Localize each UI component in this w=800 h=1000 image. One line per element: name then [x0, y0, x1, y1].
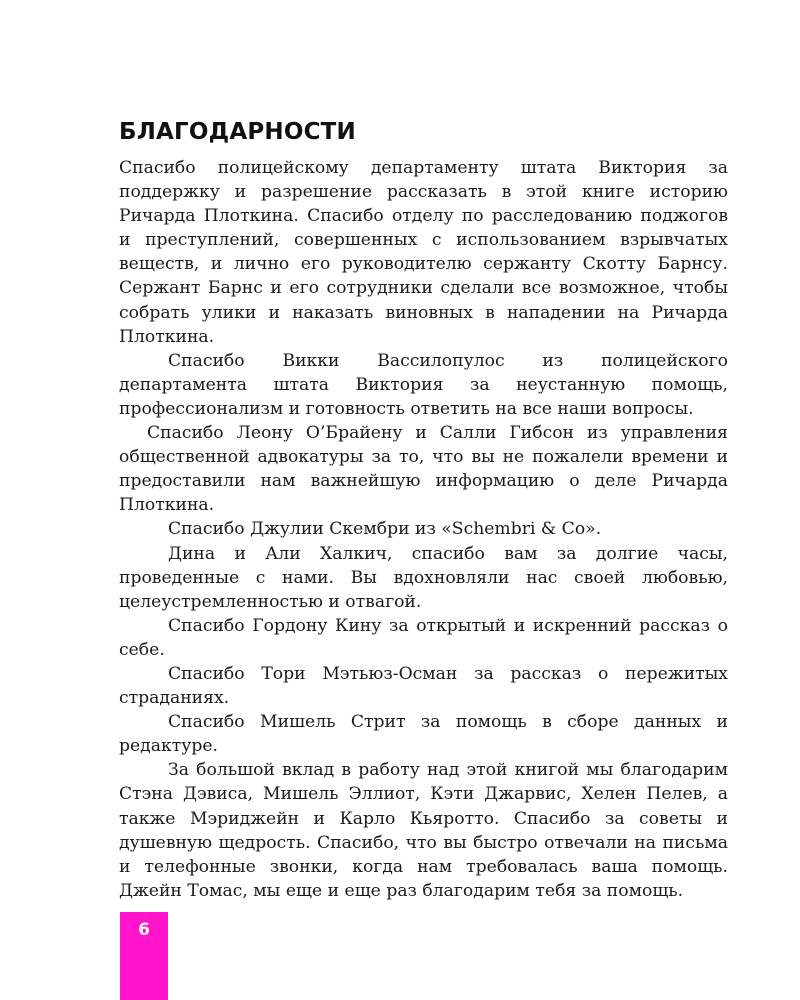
- paragraph: Спасибо Викки Вассилопулос из полицейского департамента штата Виктория за неустанную помощь, профессионализм и готовность ответить на все наши вопросы.: [119, 350, 728, 419]
- paragraph: Спасибо Тори Мэтьюз-Осман за рассказ о пережитых страданиях.: [119, 663, 728, 709]
- paragraph: Спасибо Леону О’Брайену и Салли Гибсон из управления общественной адвокатуры за то, что вы не пожалели времени и предоставили нам важнейшую информацию о деле Ричарда Плоткина.: [119, 423, 728, 516]
- page-number-tab: [120, 912, 168, 1000]
- paragraph: Спасибо полицейскому департаменту штата Виктория за поддержку и разрешение рассказать в этой книге историю Ричарда Плоткина. Спасибо отделу по расследованию поджогов и преступлений, совершенных с использованием взрывчатых веществ, и лично его руководителю сержанту Скотту Барнсу. Сержант Барнс и его сотрудники сделали все возможное, чтобы собрать улики и наказать виновных в нападении на Ричарда Плоткина.: [119, 158, 728, 347]
- acknowledgements-text: [119, 156, 728, 903]
- paragraph: Дина и Али Халкич, спасибо вам за долгие часы, проведенные с нами. Вы вдохновляли нас своей любовью, целеустремленностью и отвагой.: [119, 543, 728, 612]
- paragraph: Спасибо Джулии Скембри из «Schembri & Co».: [168, 519, 602, 540]
- page-title: БЛАГОДАРНОСТИ: [119, 119, 357, 145]
- paragraph: Спасибо Гордону Кину за открытый и искренний рассказ о себе.: [119, 615, 728, 660]
- paragraph: За большой вклад в работу над этой книгой мы благодарим Стэна Дэвиса, Мишель Эллиот, Кэти Джарвис, Хелен Пелев, а также Мэриджейн и Карло Кьяротто. Спасибо за советы и душевную щедрость. Спасибо, что вы быстро отвечали на письма и телефонные звонки, когда нам требовалась ваша помощь. Джейн Томас, мы еще и еще раз благодарим тебя за помощь.: [119, 760, 728, 901]
- page-number: 6: [138, 920, 150, 940]
- paragraph: Спасибо Мишель Стрит за помощь в сборе данных и редактуре.: [119, 712, 728, 757]
